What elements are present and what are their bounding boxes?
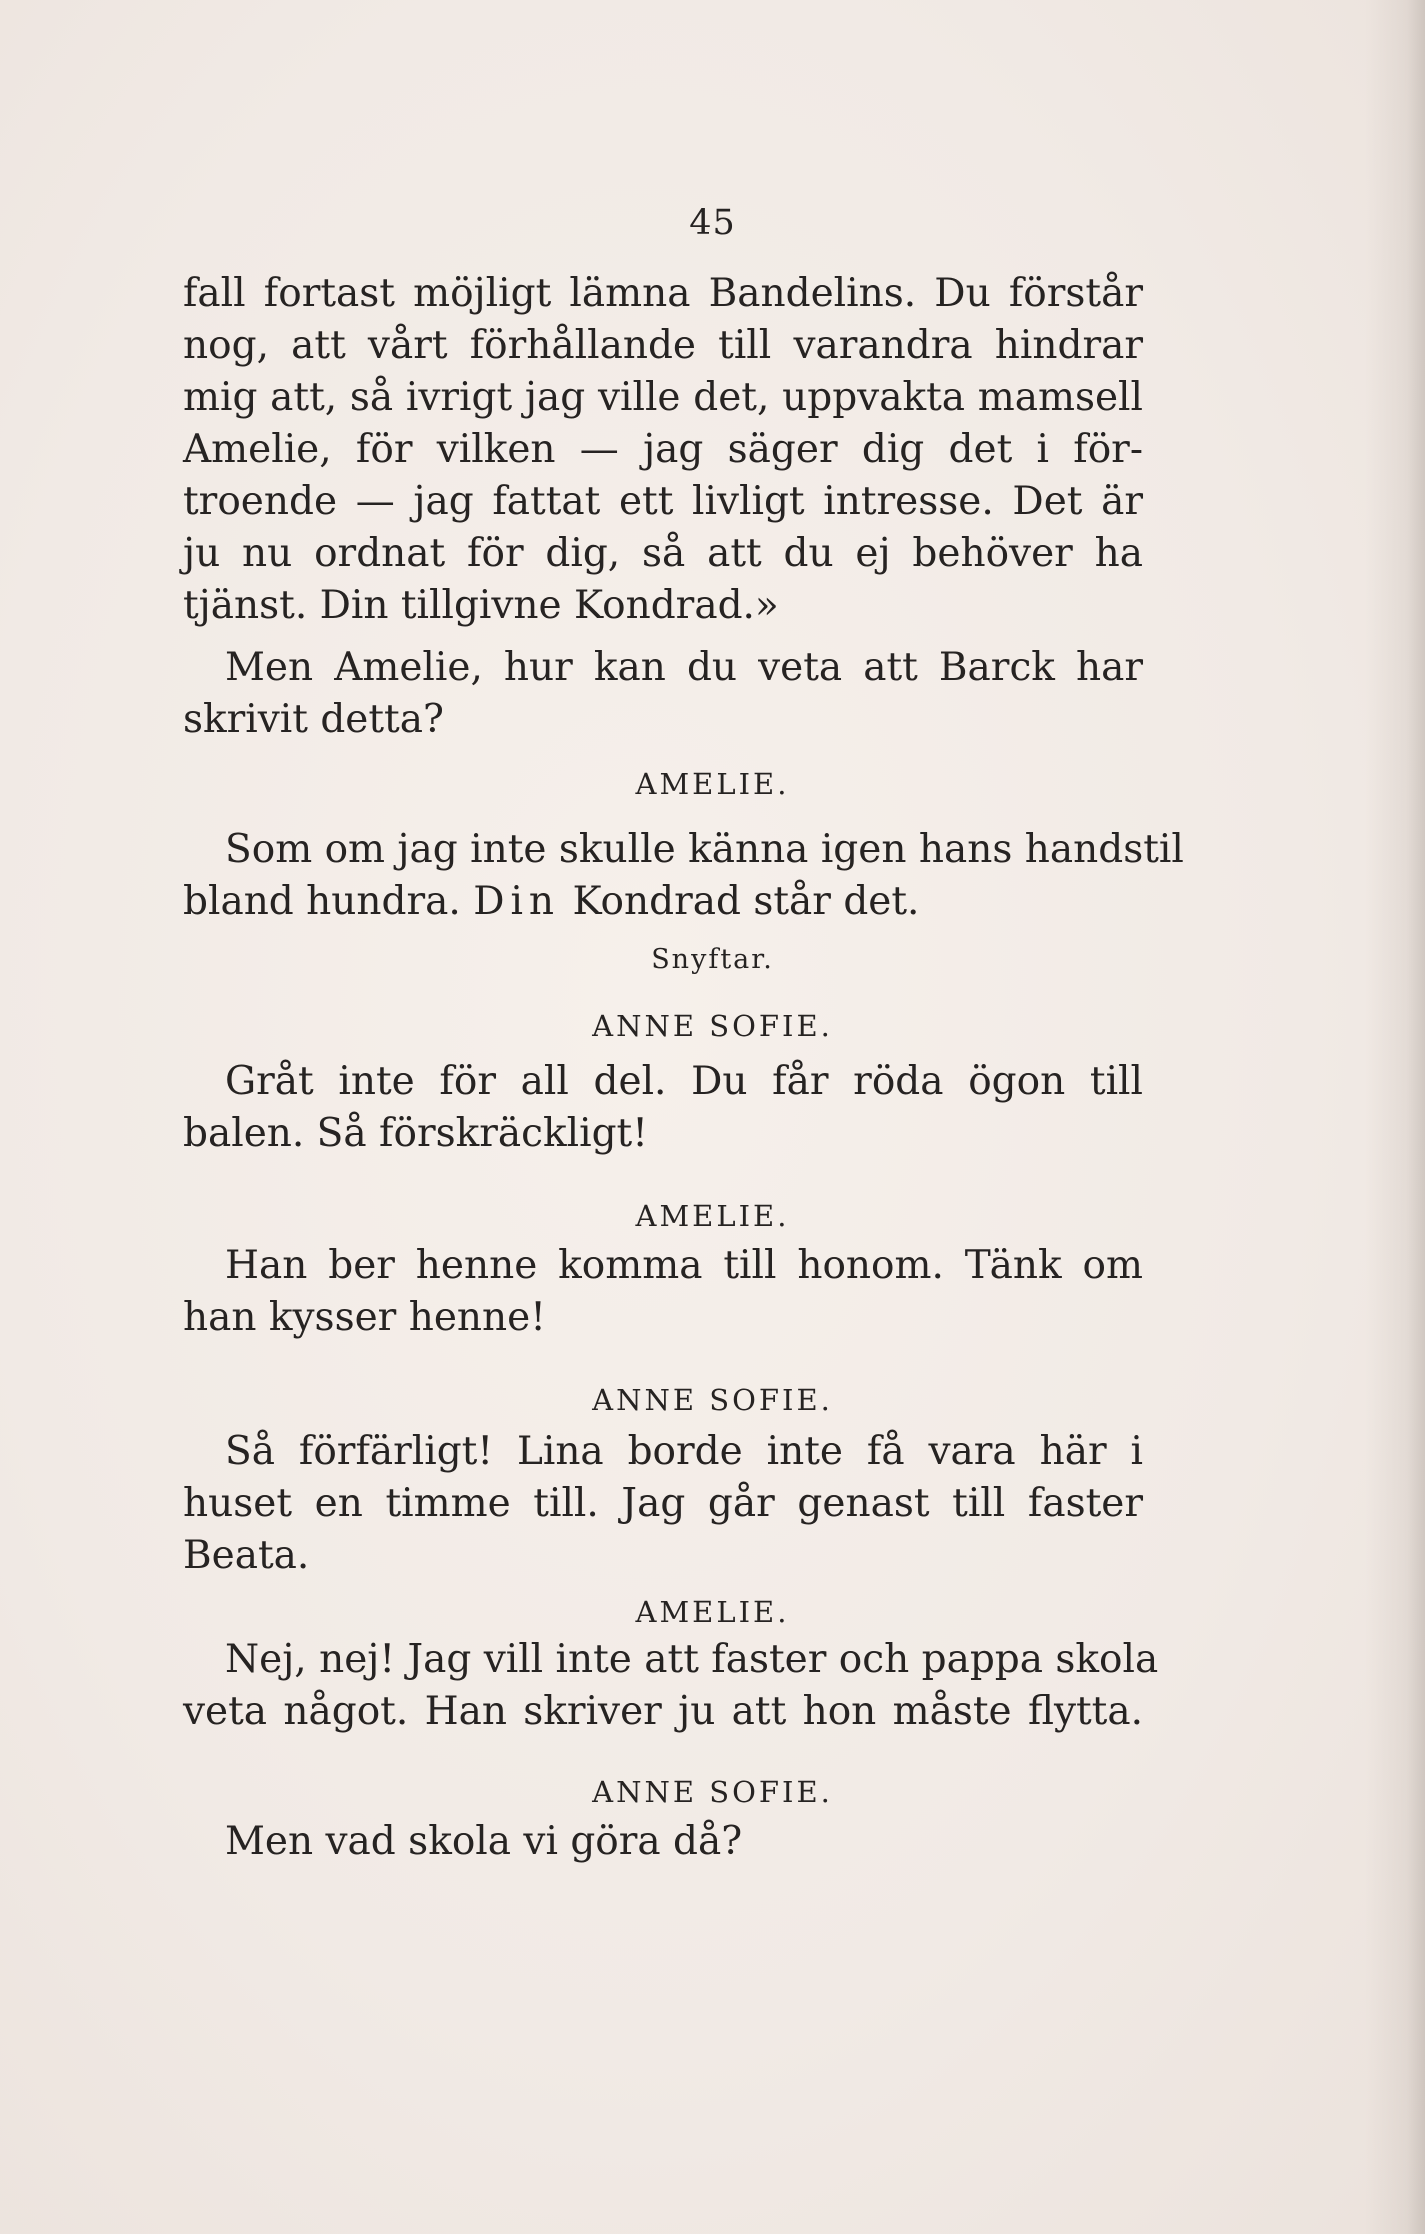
speaker-heading: ANNE SOFIE. [592, 1009, 833, 1043]
text-line: han kysser henne! [183, 1295, 546, 1340]
speaker-heading: AMELIE. [635, 767, 790, 801]
stage-direction: Snyftar. [651, 944, 774, 975]
text-line: Han ber henne komma till honom. Tänk om [225, 1243, 1143, 1288]
speaker-heading: AMELIE. [635, 1595, 790, 1629]
text-line: balen. Så förskräckligt! [183, 1111, 648, 1156]
speaker-heading: ANNE SOFIE. [592, 1383, 833, 1417]
text-line: Gråt inte för all del. Du får röda ögon till [225, 1059, 1143, 1104]
text-line: Men vad skola vi göra då? [225, 1819, 743, 1864]
text-fragment: bland hundra. [183, 879, 461, 924]
speaker-heading: AMELIE. [635, 1199, 790, 1233]
text-line: Men Amelie, hur kan du veta att Barck har [225, 645, 1143, 690]
text-line: huset en timme till. Jag går genast till faster [183, 1481, 1143, 1526]
text-line: Beata. [183, 1533, 310, 1578]
text-line: Amelie, för vilken — jag säger dig det i för- [183, 427, 1143, 472]
text-line: nog, att vårt förhållande till varandra hindrar [183, 323, 1143, 368]
text-line: Som om jag inte skulle känna igen hans handstil [225, 827, 1184, 872]
page-edge-shadow [1365, 0, 1425, 2234]
text-line: mig att, så ivrigt jag ville det, uppvakta mamsell [183, 375, 1143, 420]
text-line: fall fortast möjligt lämna Bandelins. Du förstår [183, 271, 1143, 316]
page-number: 45 [689, 203, 736, 243]
text-line: Så förfärligt! Lina borde inte få vara här i [225, 1429, 1143, 1474]
speaker-heading: ANNE SOFIE. [592, 1775, 833, 1809]
text-line: veta något. Han skriver ju att hon måste flytta. [183, 1689, 1143, 1734]
text-line: troende — jag fattat ett livligt intresse. Det är [183, 479, 1143, 524]
emphasized-word: Din [473, 879, 561, 924]
text-line: tjänst. Din tillgivne Kondrad.» [183, 583, 779, 628]
text-line: Nej, nej! Jag vill inte att faster och pappa skola [225, 1637, 1159, 1682]
text-line: skrivit detta? [183, 697, 444, 742]
text-line [183, 876, 1143, 928]
text-line: ju nu ordnat för dig, så att du ej behöver ha [183, 531, 1143, 576]
text-fragment: Kondrad står det. [572, 879, 920, 924]
